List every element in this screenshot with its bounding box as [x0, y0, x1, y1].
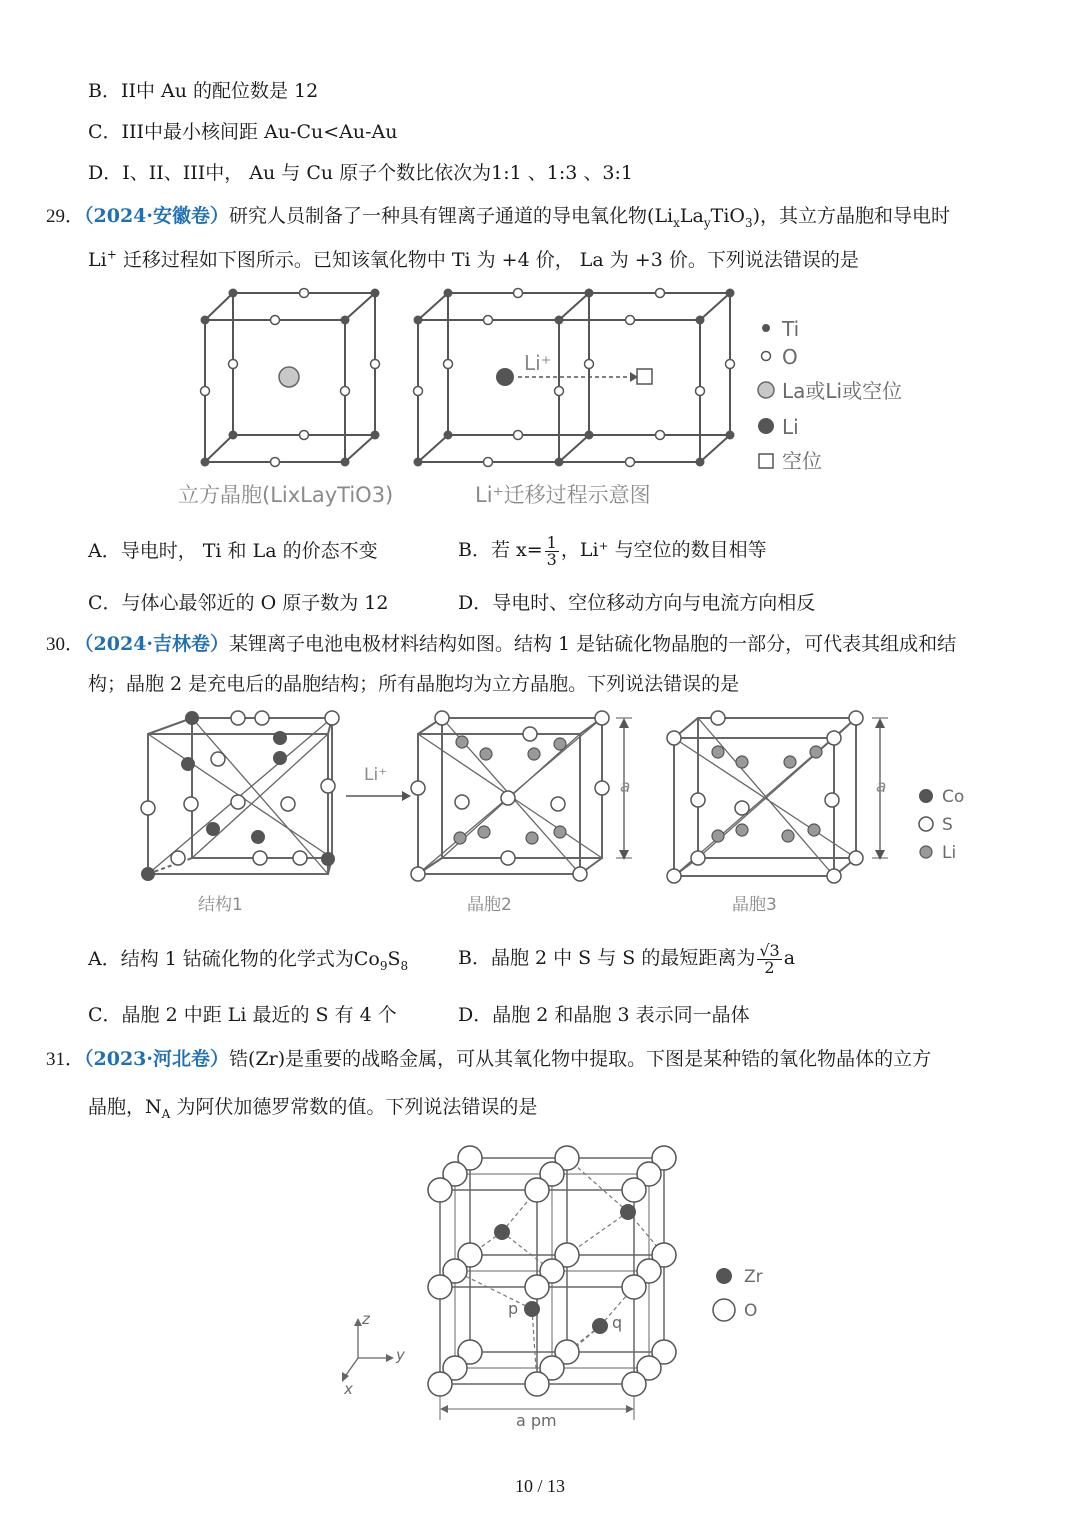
q29-legend-li: Li — [782, 415, 799, 439]
q28-option-b: B．II中 Au 的配位数是 12 — [88, 80, 319, 102]
q29-legend-la: La或Li或空位 — [782, 379, 903, 403]
q31-na-symbol: $N_A$ — [145, 1096, 171, 1121]
q29-stem-text-1b: )，其立方晶胞和导电时 — [752, 205, 951, 227]
q30-option-c: C．晶胞 2 中距 Li 最近的 S 有 4 个 — [88, 1004, 397, 1026]
q30-legend-co: Co — [942, 787, 965, 807]
q29-li-ion: Li+ — [88, 247, 117, 271]
q31-source: （2023·河北卷） — [84, 1048, 230, 1070]
q31-number: 31． — [46, 1049, 85, 1070]
q29-option-b-fraction: $\frac{1}{3}$ — [546, 532, 557, 569]
q29-stem-line-1 — [46, 203, 950, 230]
q30-legend-s: S — [942, 815, 953, 835]
q30-edge-label-3: a — [876, 777, 887, 797]
q30-option-b-fraction: $\frac{√3}{2}$ — [759, 940, 780, 977]
q29-legend-vacancy: 空位 — [782, 449, 822, 473]
q31-label-q: q — [612, 1313, 623, 1332]
q29-option-a: A．导电时， Ti 和 La 的价态不变 — [88, 540, 378, 562]
q31-stem-line-2: 晶胞，$N_A$ 为阿伏加德罗常数的值。下列说法错误的是 — [88, 1096, 538, 1121]
q30-legend-li: Li — [942, 843, 957, 863]
q30-option-b: B．晶胞 2 中 S 与 S 的最短距离为 $\frac{√3}{2}$ a — [458, 940, 796, 977]
q29-option-b: B．若 x= $\frac{1}{3}$ ，Li⁺ 与空位的数目相等 — [458, 532, 767, 569]
q30-caption-3: 晶胞3 — [732, 895, 777, 915]
q29-caption-right: Li⁺迁移过程示意图 — [475, 483, 651, 507]
q30-option-a: A．结构 1 钴硫化物的化学式为$Co_9S_8$ — [88, 948, 409, 973]
q29-arrow-label: Li⁺ — [524, 351, 552, 375]
q29-stem-text-2: 迁移过程如下图所示。已知该氧化物中 Ti 为 +4 价， La 为 +3 价。下列说法错误的是 — [122, 249, 859, 271]
q30-edge-label-2: a — [620, 777, 631, 797]
q30-stem-line-1 — [46, 631, 956, 658]
q29-formula: $Li_xLa_yTiO_3$ — [654, 205, 753, 230]
q31-label-p: p — [508, 1299, 519, 1318]
q29-stem-text-1: 研究人员制备了一种具有锂离子通道的导电氧化物( — [229, 205, 655, 227]
q30-option-a-formula: $Co_9S_8$ — [353, 948, 409, 973]
page-number: 10 / 13 — [514, 1476, 565, 1496]
q31-stem-line-1 — [46, 1046, 931, 1073]
q30-caption-2: 晶胞2 — [467, 895, 512, 915]
q31-legend-o: O — [744, 1301, 758, 1321]
q29-source: （2024·安徽卷） — [84, 205, 230, 227]
q30-stem-text-1: 某锂离子电池电极材料结构如图。结构 1 是钴硫化物晶胞的一部分，可代表其组成和结 — [229, 633, 957, 655]
q31-dimension: a pm — [516, 1411, 557, 1430]
q31-axis-z: z — [362, 1310, 370, 1328]
q31-stem-text-1: 锆(Zr)是重要的战略金属，可从其氧化物中提取。下图是某种锆的氧化物晶体的立方 — [229, 1048, 932, 1070]
q29-option-d: D．导电时、空位移动方向与电流方向相反 — [458, 592, 816, 614]
q31-figure — [330, 1134, 790, 1436]
q30-stem-line-2: 构；晶胞 2 是充电后的晶胞结构；所有晶胞均为立方晶胞。下列说法错误的是 — [88, 673, 740, 695]
q30-figure — [120, 704, 980, 920]
q30-arrow-label: Li⁺ — [364, 765, 388, 785]
q31-axis-y: y — [396, 1346, 405, 1364]
q29-option-c: C．与体心最邻近的 O 原子数为 12 — [88, 592, 389, 614]
q29-legend-o: O — [782, 345, 798, 369]
q30-source: （2024·吉林卷） — [84, 633, 230, 655]
q29-caption-left: 立方晶胞(LixLayTiO3) — [178, 483, 394, 507]
q30-option-d: D．晶胞 2 和晶胞 3 表示同一晶体 — [458, 1004, 750, 1026]
q29-number: 29． — [46, 206, 85, 227]
q31-legend-zr: Zr — [744, 1267, 763, 1287]
q29-legend-ti: Ti — [782, 317, 800, 341]
q28-option-d: D．I、II、III中， Au 与 Cu 原子个数比依次为1:1 、1:3 、3:1 — [88, 162, 633, 184]
q29-figure — [160, 280, 940, 512]
q29-stem-line-2 — [88, 247, 859, 273]
q28-option-c: C．III中最小核间距 Au-Cu<Au-Au — [88, 121, 398, 143]
q31-axis-x: x — [344, 1380, 353, 1398]
q30-caption-1: 结构1 — [198, 895, 243, 915]
q30-number: 30． — [46, 634, 85, 655]
